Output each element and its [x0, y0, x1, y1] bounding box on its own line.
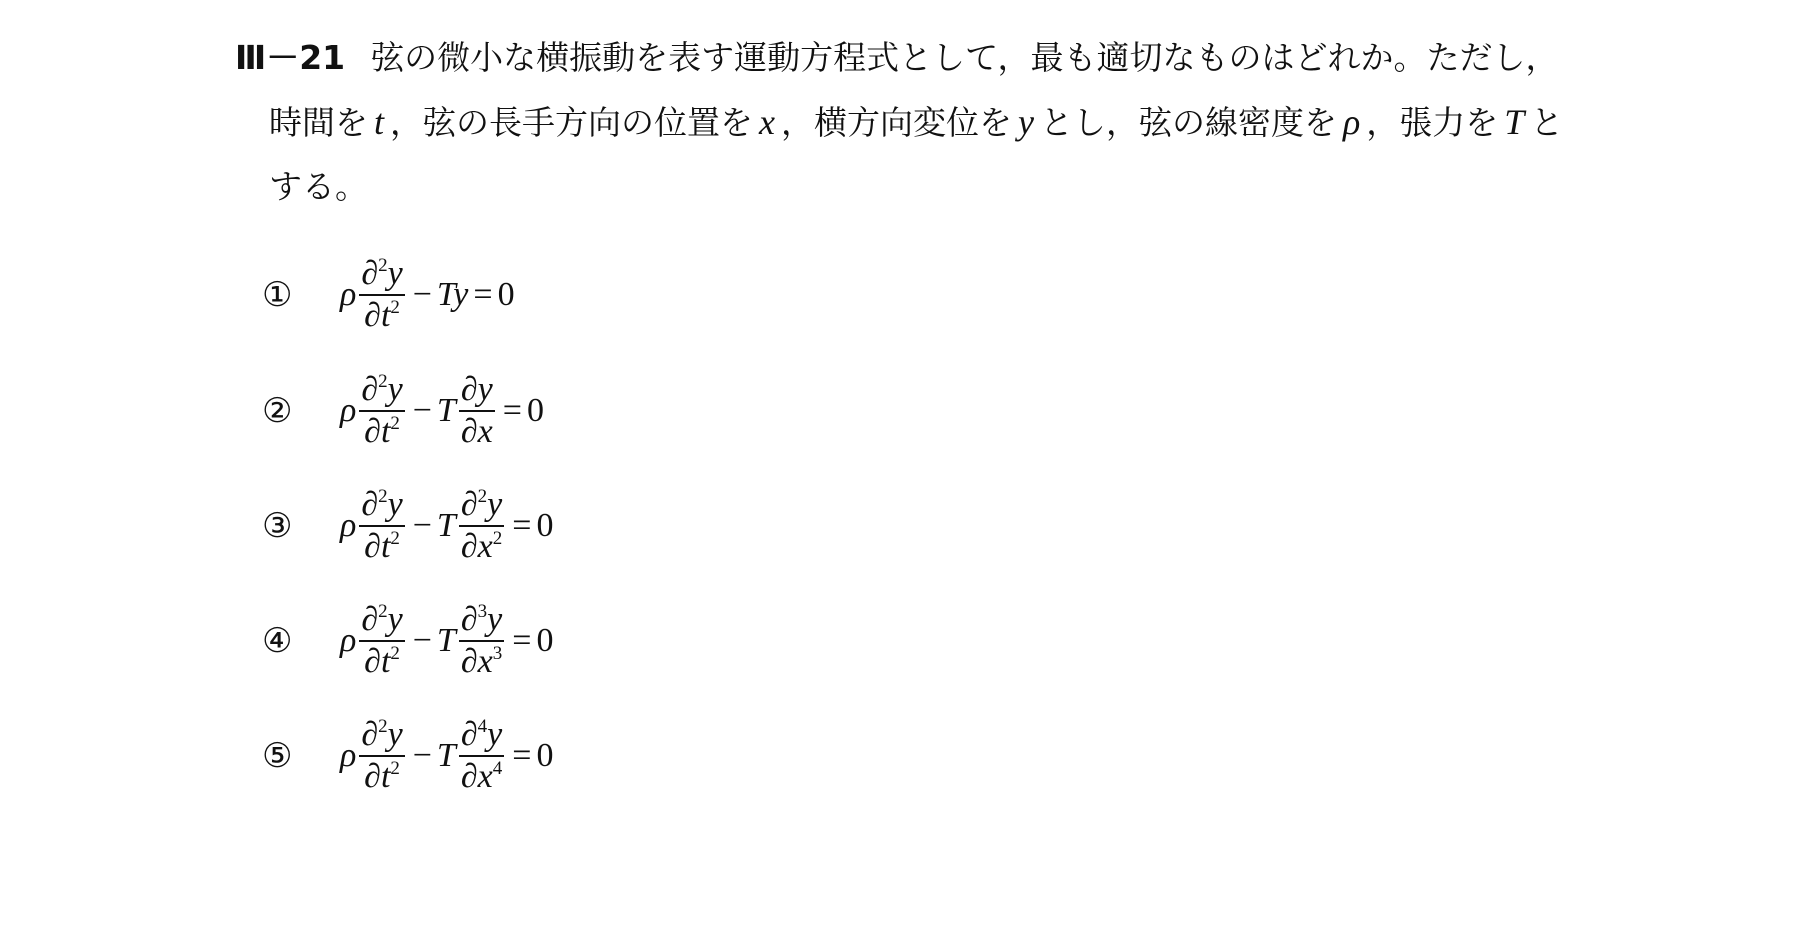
variable-T: T [1504, 102, 1525, 142]
option-1-number: ① [262, 275, 293, 315]
var-y: y [387, 486, 403, 524]
question-text-2f: と [1530, 103, 1564, 142]
partial-symbol: ∂ [460, 758, 478, 795]
partial-symbol: ∂ [364, 297, 381, 334]
fraction-numerator [459, 372, 495, 412]
var-t: t [380, 643, 391, 680]
fraction-d2y-dt2 [359, 487, 404, 564]
question-text-1: 弦の微小な横振動を表す運動方程式として，最も適切なものはどれか。ただし， [371, 38, 1559, 77]
variable-x: x [759, 102, 775, 142]
partial-symbol: ∂ [361, 486, 379, 524]
option-5[interactable] [262, 701, 553, 811]
var-t: t [380, 528, 391, 565]
equals-sign: = [512, 507, 532, 544]
exponent: 2 [390, 413, 400, 434]
var-t: t [380, 413, 391, 450]
fraction-numerator [459, 487, 504, 527]
option-5-equation [340, 717, 553, 794]
fraction-d4y-dx4 [459, 717, 504, 794]
variable-y: y [1018, 102, 1034, 142]
option-3-equation [340, 487, 553, 564]
minus-sign: − [412, 737, 432, 774]
option-2[interactable] [262, 356, 544, 466]
question-text-2b: ，弦の長手方向の位置を [390, 103, 754, 142]
equals-sign: = [473, 276, 493, 313]
exponent: 4 [492, 758, 503, 779]
partial-symbol: ∂ [364, 413, 381, 450]
var-x: x [477, 413, 493, 450]
exponent: 2 [378, 255, 388, 277]
var-x: x [477, 643, 493, 680]
rho-symbol: ρ [340, 622, 357, 659]
rho-symbol: ρ [340, 392, 357, 429]
fraction-d3y-dx3 [459, 602, 504, 679]
partial-symbol: ∂ [361, 255, 379, 293]
var-x: x [477, 758, 493, 795]
question-block [235, 26, 1715, 219]
partial-symbol: ∂ [460, 371, 478, 409]
rho-symbol: ρ [340, 276, 357, 313]
exponent: 4 [477, 716, 488, 738]
option-1[interactable] [262, 240, 515, 350]
fraction-denominator [459, 412, 495, 450]
zero: 0 [536, 622, 554, 659]
partial-symbol: ∂ [460, 413, 478, 450]
exponent: 2 [378, 716, 388, 738]
equals-sign: = [512, 622, 532, 659]
exponent: 3 [477, 601, 488, 623]
tension-T: T [436, 622, 456, 659]
exponent: 2 [390, 528, 400, 549]
fraction-denominator [362, 527, 402, 565]
option-4-number: ④ [262, 621, 293, 661]
var-y: y [487, 486, 503, 524]
rho-symbol: ρ [340, 737, 357, 774]
question-text-2e: ，張力を [1366, 103, 1499, 142]
zero: 0 [536, 737, 554, 774]
partial-symbol: ∂ [460, 716, 478, 754]
minus-sign: − [412, 276, 432, 313]
var-y: y [487, 601, 503, 639]
exponent: 3 [492, 643, 503, 664]
option-1-equation [340, 256, 515, 333]
equals-sign: = [502, 392, 522, 429]
partial-symbol: ∂ [460, 601, 478, 639]
partial-symbol: ∂ [361, 371, 379, 409]
option-3[interactable] [262, 471, 553, 581]
partial-symbol: ∂ [361, 716, 379, 754]
fraction-denominator [362, 412, 402, 450]
exponent: 2 [378, 371, 388, 393]
fraction-denominator [362, 757, 402, 795]
var-y: y [487, 716, 503, 754]
question-text-2a: 時間を [269, 103, 368, 142]
partial-symbol: ∂ [460, 528, 478, 565]
fraction-denominator [362, 642, 402, 680]
minus-sign: − [412, 507, 432, 544]
fraction-dy-dx [459, 372, 495, 449]
variable-t: t [374, 102, 385, 142]
partial-symbol: ∂ [460, 643, 478, 680]
var-y: y [387, 716, 403, 754]
fraction-numerator [359, 602, 404, 642]
fraction-denominator [362, 296, 402, 334]
question-text-2d: とし，弦の線密度を [1039, 103, 1337, 142]
fraction-d2y-dx2 [459, 487, 504, 564]
var-x: x [477, 528, 493, 565]
question-line-2 [235, 90, 1715, 155]
question-line-1 [235, 26, 1715, 90]
fraction-d2y-dt2 [359, 372, 404, 449]
tension-T: T [436, 392, 456, 429]
fraction-denominator [459, 757, 504, 795]
var-y: y [387, 371, 403, 409]
fraction-numerator [459, 717, 504, 757]
equals-sign: = [512, 737, 532, 774]
partial-symbol: ∂ [364, 643, 381, 680]
option-2-number: ② [262, 391, 293, 431]
question-text-2c: ，横方向変位を [781, 103, 1012, 142]
option-5-number: ⑤ [262, 736, 293, 776]
zero: 0 [497, 276, 515, 313]
fraction-d2y-dt2 [359, 602, 404, 679]
exponent: 2 [477, 486, 488, 508]
fraction-denominator [459, 642, 504, 680]
var-t: t [380, 758, 391, 795]
rho-symbol: ρ [340, 507, 357, 544]
variable-rho: ρ [1342, 102, 1361, 142]
fraction-numerator [359, 717, 404, 757]
var-y: y [477, 371, 493, 409]
exponent: 2 [492, 528, 503, 549]
question-text-3: する。 [269, 167, 368, 206]
fraction-d2y-dt2 [359, 717, 404, 794]
exponent: 2 [390, 643, 400, 664]
zero: 0 [526, 392, 544, 429]
question-line-3 [235, 155, 1715, 219]
tension-T: T [436, 507, 456, 544]
fraction-numerator [359, 487, 404, 527]
question-number: Ⅲ－21 [235, 38, 346, 77]
fraction-numerator [359, 372, 404, 412]
exponent: 2 [390, 297, 400, 318]
minus-sign: − [412, 622, 432, 659]
fraction-d2y-dt2 [359, 256, 404, 333]
exponent: 2 [390, 758, 400, 779]
var-y: y [387, 601, 403, 639]
var-t: t [380, 297, 391, 334]
option-3-number: ③ [262, 506, 293, 546]
var-y: y [387, 255, 403, 293]
option-2-equation [340, 372, 544, 449]
option-4[interactable] [262, 586, 553, 696]
zero: 0 [536, 507, 554, 544]
option-4-equation [340, 602, 553, 679]
exponent: 2 [378, 601, 388, 623]
exponent: 2 [378, 486, 388, 508]
partial-symbol: ∂ [460, 486, 478, 524]
fraction-denominator [459, 527, 504, 565]
term-Ty: Ty [436, 276, 469, 313]
fraction-numerator [359, 256, 404, 296]
partial-symbol: ∂ [361, 601, 379, 639]
partial-symbol: ∂ [364, 758, 381, 795]
minus-sign: − [412, 392, 432, 429]
fraction-numerator [459, 602, 504, 642]
partial-symbol: ∂ [364, 528, 381, 565]
tension-T: T [436, 737, 456, 774]
